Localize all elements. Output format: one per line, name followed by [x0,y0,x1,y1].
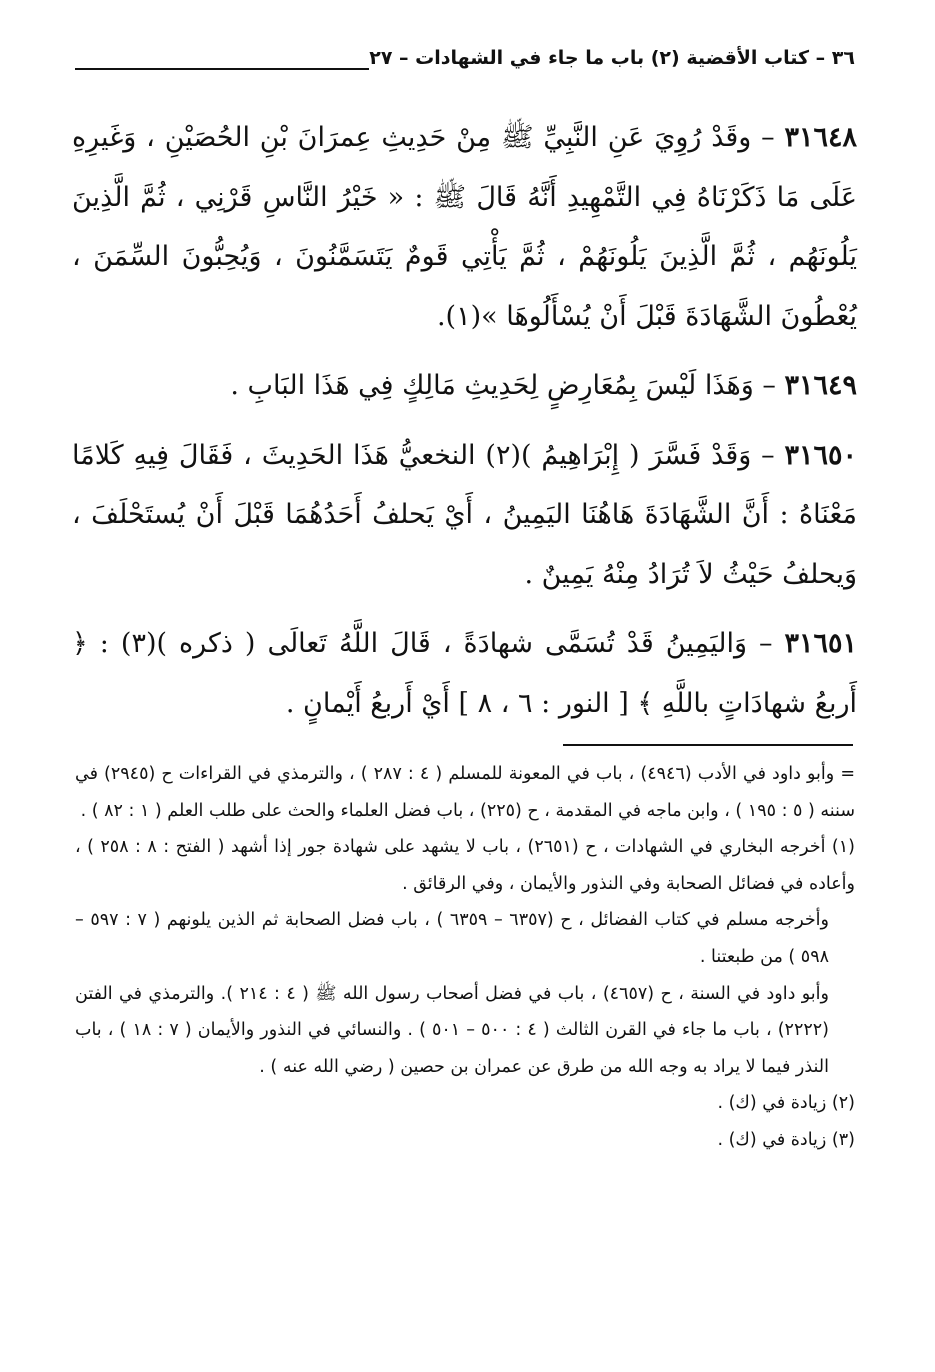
page-header [75,38,855,78]
footnote-separator [563,744,853,746]
footnote-1-sunan: وأبو داود في السنة ، ح (٤٦٥٧) ، باب في فضل أصحاب رسول الله ﷺ ( ٤ : ٢١٤ ). والترمذي في الفتن (٢٢٢٢) ، باب ما جاء في القرن الثالث ( ٤ : ٥٠٠ – ٥٠١ ) . والنسائي في النذور والأيمان ( ٧ : ١٨ ) ، باب النذر فيما لا يراد به وجه الله من طرق عن عمران بن حصين ( رضي الله عنه ) . [75,983,829,1077]
paragraph-text: – وَاليَمِينُ قَدْ تُسَمَّى شهادَةً ، قَالَ اللَّهُ تَعالَى ( ذكره )(٣) : ﴿ أَربعُ شهادَاتٍ باللَّهِ ﴾ [ النور : ٦ ، ٨ ] أَيْ أَربعُ أَيْمانٍ . [72,628,857,719]
footnote-1-muslim: وأخرجه مسلم في كتاب الفضائل ، ح (٦٣٥٧ – ٦٣٥٩ ) ، باب فضل الصحابة ثم الذين يلونهم ( ٧ : ٥٩٧ – ٥٩٨ ) من طبعتنا . [75,910,829,967]
main-text [72,108,857,743]
paragraph-text: – وَقَدْ فَسَّرَ ( إِبْرَاهِيمُ )(٢) النخعيُّ هَذَا الحَدِيثَ ، فَقَالَ فِيهِ كَلامًا مَعْنَاهُ : أَنَّ الشَّهَادَةَ هَاهُنَا اليَمِينُ ، أَيْ يَحلفُ أَحَدُهُمَا قَبْلَ أَنْ يُستَحْلَفَ ، وَيحلفُ حَيْثُ لاَ تُرَادُ مِنْهُ يَمِينٌ . [72,439,857,590]
paragraph-31650 [72,426,857,605]
footnote-1: (١) أخرجه البخاري في الشهادات ، ح (٢٦٥١) ، باب لا يشهد على شهادة جور إذا أشهد ( الفتح : ٨ : ٢٥٨ ) ، وأعاده في فضائل الصحابة وفي النذور والأيمان ، وفي الرقائق . [75,837,855,894]
paragraph-text: – وقَدْ رُوِيَ عَنِ النَّبِيِّ ﷺ مِنْ حَدِيثِ عِمرَانَ بْنِ الحُصَيْنِ ، وَغَيرِهِ عَلَى مَا ذَكَرْنَاهُ فِي التَّمْهِيدِ أَنَّهُ قَالَ ﷺ : « خَيْرُ النَّاسِ قَرْنِي ، ثُمَّ الَّذِينَ يَلُونَهُم ، ثُمَّ الَّذِينَ يَلُونَهُمْ ، ثُمَّ يَأْتِي قَومٌ يَتَسَمَّنُونَ ، وَيُحِبُّونَ السِّمَنَ ، يُعْطُونَ الشَّهَادَةَ قَبْلَ أَنْ يُسْأَلُوهَا »(١). [72,122,857,332]
running-header-title: ٣٦ – كتاب الأقضية (٢) باب ما جاء في الشهادات – ٢٧ [369,47,855,69]
paragraph-31648 [72,108,857,346]
footnotes [75,756,855,1159]
paragraph-number: ٣١٦٤٨ [784,122,857,153]
paragraph-number: ٣١٦٤٩ [784,370,857,401]
paragraph-number: ٣١٦٥١ [784,628,857,659]
paragraph-31649 [72,356,857,416]
footnote-continuation: = وأبو داود في الأدب (٤٩٤٦) ، باب في المعونة للمسلم ( ٤ : ٢٨٧ ) ، والترمذي في القراءات ح (٢٩٤٥) في سننه ( ٥ : ١٩٥ ) ، وابن ماجه في المقدمة ، ح (٢٢٥) ، باب فضل العلماء والحث على طلب العلم ( ١ : ٨٢ ) . [75,764,855,821]
paragraph-31651 [72,614,857,733]
footnote-2: (٢) زيادة في (ك) . [717,1093,855,1114]
header-rule [75,68,369,70]
paragraph-number: ٣١٦٥٠ [784,439,858,471]
paragraph-text: – وَهَذَا لَيْسَ بِمُعَارِضٍ لِحَدِيثِ مَالِكٍ فِي هَذَا البَابِ . [230,370,785,401]
footnote-3: (٣) زيادة في (ك) . [717,1129,855,1150]
